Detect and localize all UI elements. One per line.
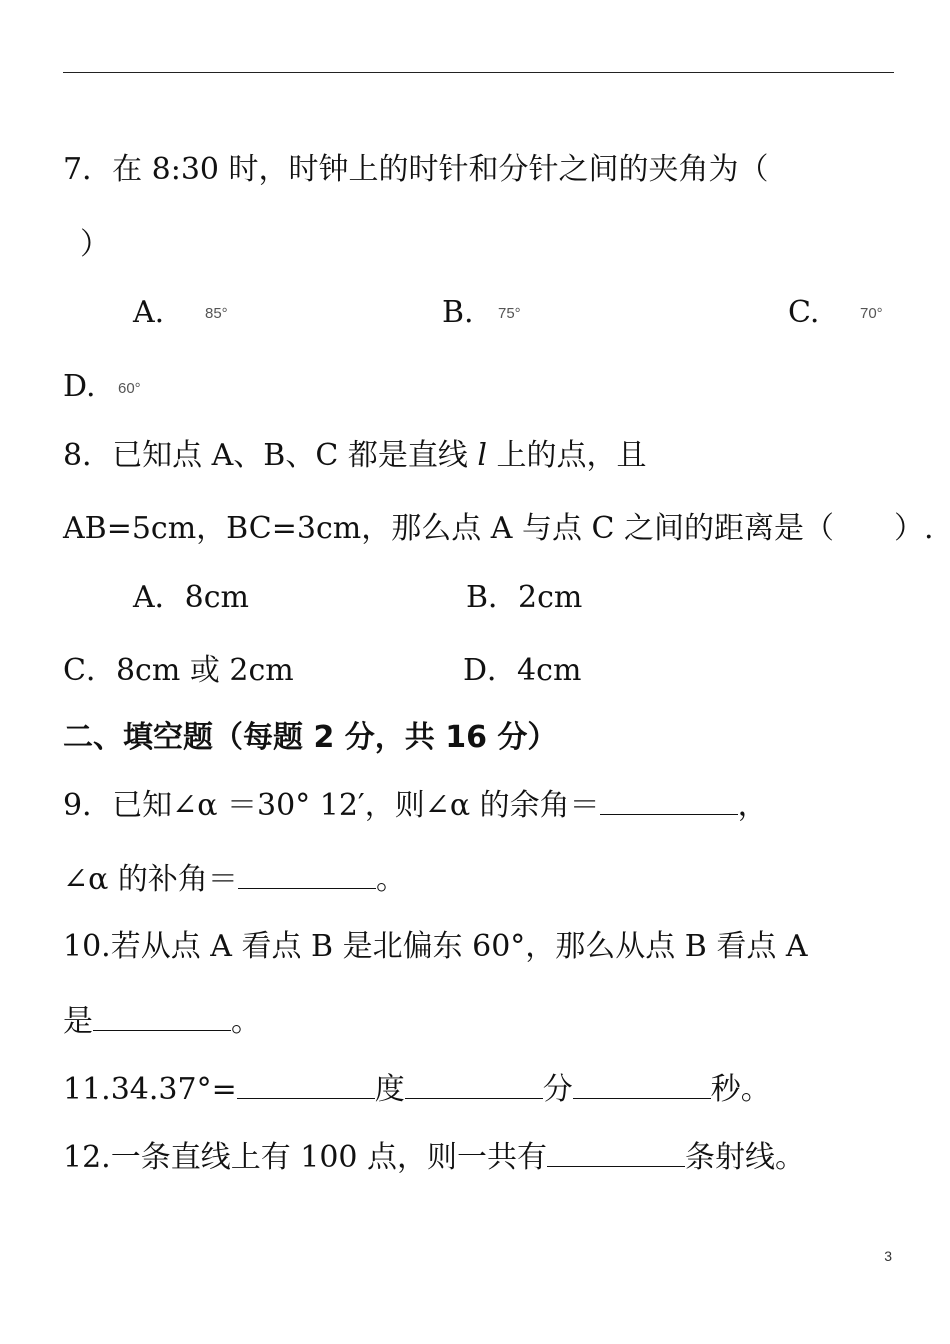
q7-close-paren: ）	[80, 227, 110, 262]
q8-stem-variable: l	[477, 438, 487, 473]
q7-option-a-label: A.	[133, 295, 165, 330]
q11-minute-blank[interactable]	[405, 1070, 543, 1099]
q10-direction-blank[interactable]	[93, 1002, 231, 1031]
q9-supplement-blank[interactable]	[238, 860, 376, 889]
q9-line1-comma: ，	[737, 788, 768, 823]
q12-line	[63, 1138, 805, 1178]
q7-option-b-label: B.	[442, 295, 474, 330]
q9-line1-text: 9．已知∠α ＝30° 12′，则∠α 的余角＝	[63, 788, 600, 823]
q7-option-c-value: 70°	[860, 305, 883, 322]
q7-stem-text: 7．在 8:30 时，时钟上的时针和分针之间的夹角为（	[63, 152, 769, 187]
q7-option-c	[788, 293, 819, 333]
q7-option-a	[133, 293, 164, 333]
q8-stem-line1	[63, 436, 647, 476]
q11-text-a: 11.34.37°=	[63, 1072, 237, 1107]
q9-line2-text: ∠α 的补角＝	[63, 862, 238, 897]
q7-option-d	[63, 367, 96, 407]
q8-stem-part2: 上的点，且	[496, 438, 647, 473]
q12-text-a: 12.一条直线上有 100 点，则一共有	[63, 1140, 548, 1175]
q7-stem	[63, 150, 769, 190]
q8-option-b: B．2cm	[466, 580, 583, 615]
q7-option-b	[442, 293, 474, 333]
q9-line1	[63, 786, 768, 826]
q11-line	[63, 1070, 771, 1110]
q11-text-c: 分	[542, 1072, 573, 1107]
q11-text-d: 秒。	[710, 1072, 771, 1107]
q10-line2	[63, 1002, 261, 1042]
q8-option-d: D．4cm	[463, 653, 582, 688]
q9-line2-end: 。	[375, 862, 406, 897]
q12-ray-count-blank[interactable]	[547, 1138, 685, 1167]
q7-option-d-label: D.	[63, 369, 96, 404]
q10-line1: 10.若从点 A 看点 B 是北偏东 60°，那么从点 B 看点 A	[63, 929, 808, 964]
q11-text-b: 度	[374, 1072, 405, 1107]
q11-second-blank[interactable]	[573, 1070, 711, 1099]
q9-complement-blank[interactable]	[600, 786, 738, 815]
q7-option-d-value: 60°	[118, 380, 141, 397]
q10-line2-end: 。	[231, 1004, 261, 1039]
q7-option-b-value: 75°	[498, 305, 521, 322]
section-title: 二、填空题（每题 2 分，共 16 分）	[63, 720, 558, 755]
q11-degree-blank[interactable]	[237, 1070, 375, 1099]
q7-option-a-value: 85°	[205, 305, 228, 322]
q7-option-c-label: C.	[788, 295, 820, 330]
q10-line2-text: 是	[63, 1004, 93, 1039]
q8-stem-part1: 8．已知点 A、B、C 都是直线	[63, 438, 468, 473]
q12-text-b: 条射线。	[685, 1140, 806, 1175]
q8-option-a: A．8cm	[133, 580, 250, 615]
header-rule	[63, 72, 894, 73]
q9-line2	[63, 860, 406, 900]
q8-stem-line2: AB=5cm，BC=3cm，那么点 A 与点 C 之间的距离是（ ）.	[63, 511, 934, 546]
q8-option-c: C．8cm 或 2cm	[63, 653, 294, 688]
page-number: 3	[884, 1248, 892, 1264]
